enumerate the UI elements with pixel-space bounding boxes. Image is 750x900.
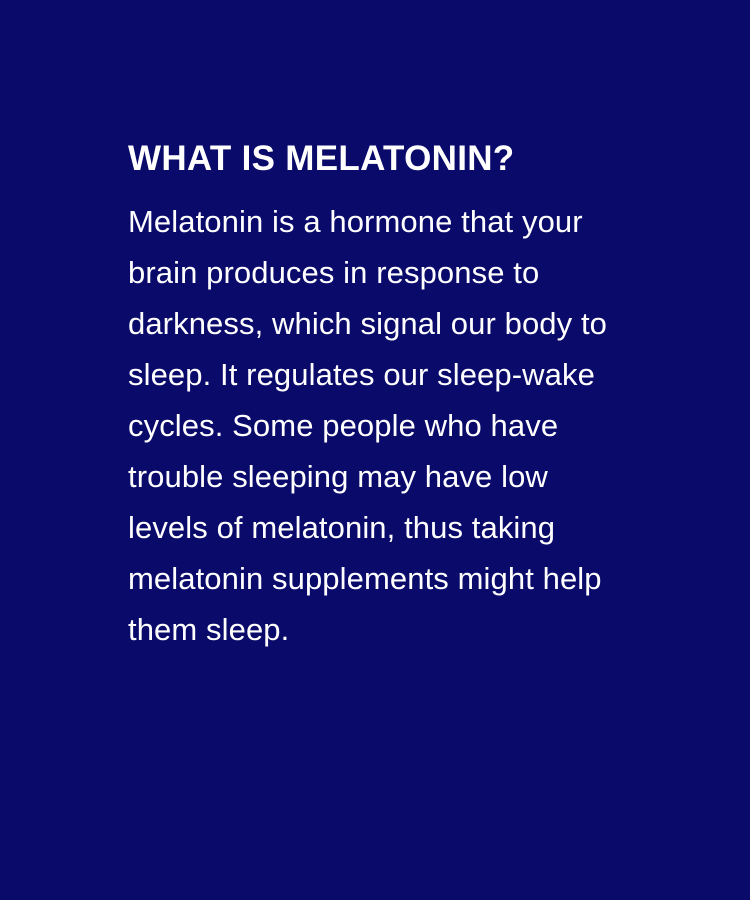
card-content: [128, 138, 628, 655]
page-title: WHAT IS MELATONIN?: [128, 139, 515, 178]
body-paragraph: Melatonin is a hormone that your brain produces in response to darkness, which signal our body to sleep. It regulates our sleep-wake cycles. Some people who have trouble sleeping may have low levels of melatonin, thus taking melatonin supplements might help them sleep.: [128, 204, 607, 647]
